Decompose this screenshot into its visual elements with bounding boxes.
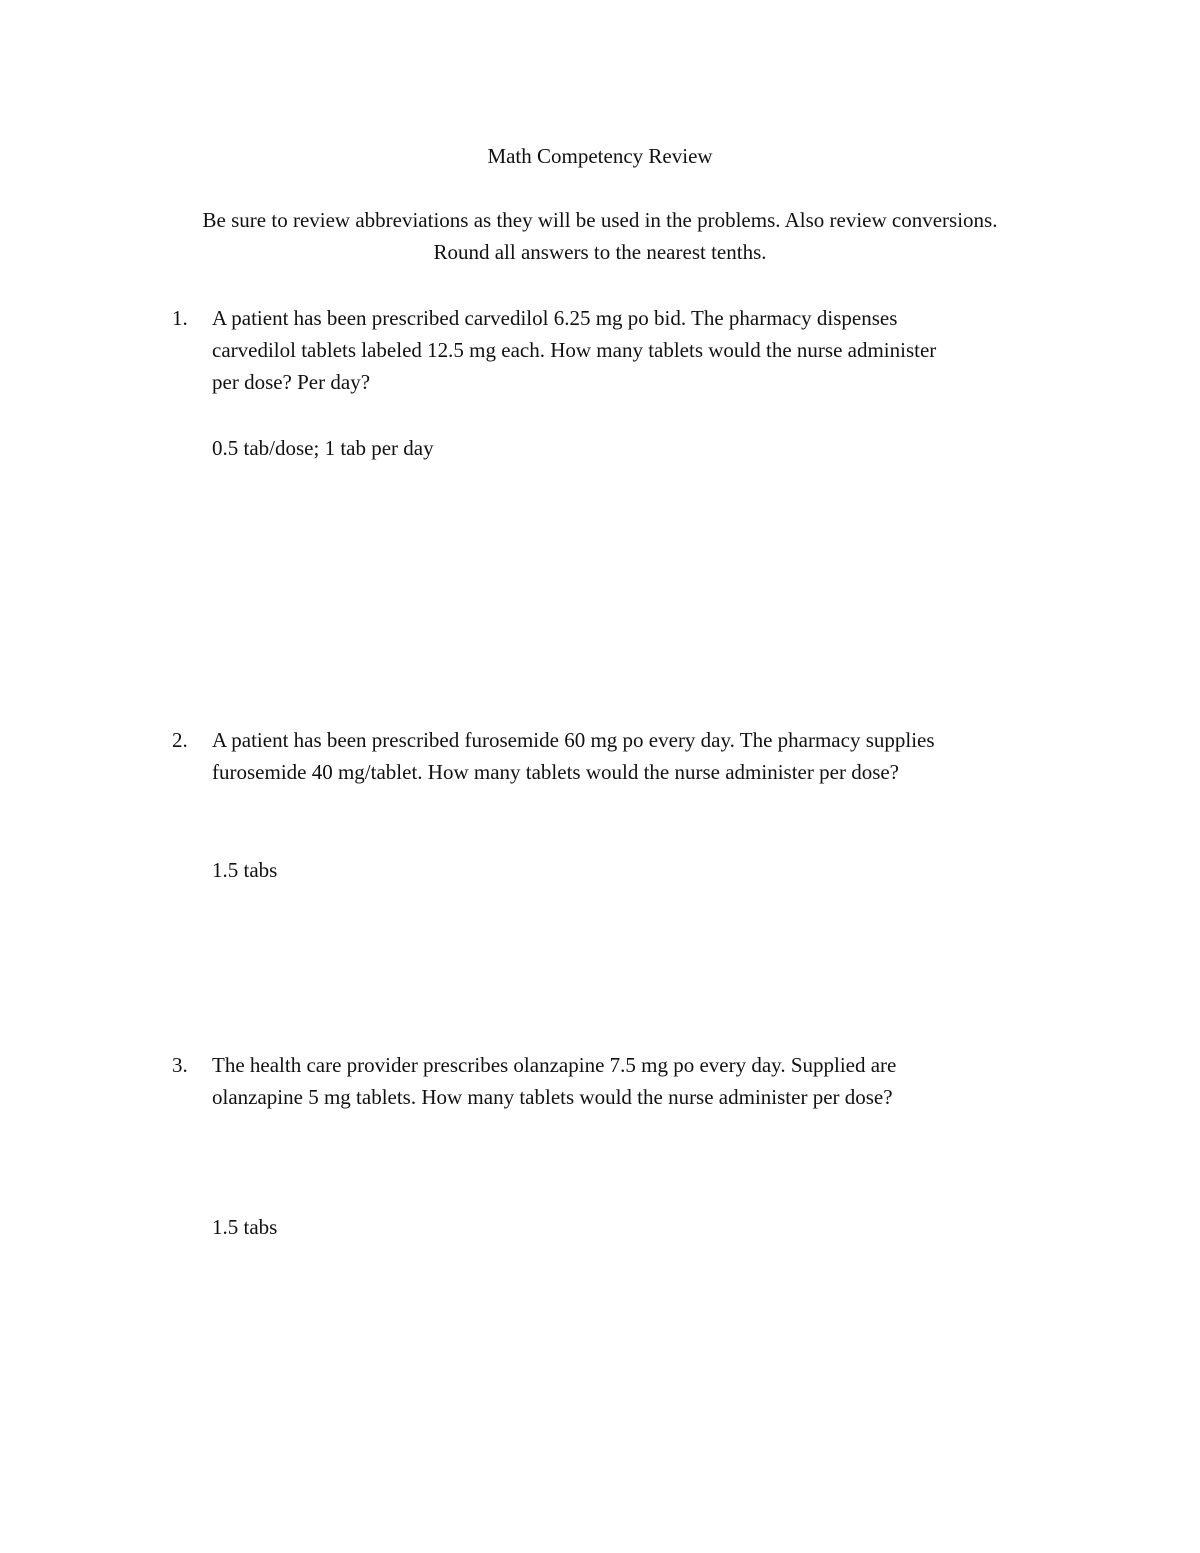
question-line: A patient has been prescribed furosemide 60 mg po every day. The pharmacy supplies [212, 728, 935, 752]
question-number: 3. [172, 1053, 188, 1077]
question-text [212, 302, 1052, 398]
question-line: A patient has been prescribed carvedilol 6.25 mg po bid. The pharmacy dispenses [212, 306, 898, 330]
question-number: 2. [172, 728, 188, 752]
instructions [100, 204, 1100, 268]
question-line: The health care provider prescribes olanzapine 7.5 mg po every day. Supplied are [212, 1053, 897, 1077]
question-line: carvedilol tablets labeled 12.5 mg each. How many tablets would the nurse administer [212, 338, 937, 362]
answer-3: 1.5 tabs [212, 1215, 278, 1239]
answer-2: 1.5 tabs [212, 858, 278, 882]
page-title: Math Competency Review [487, 144, 713, 168]
question-number: 1. [172, 306, 188, 330]
question-line: furosemide 40 mg/tablet. How many tablets would the nurse administer per dose? [212, 760, 900, 784]
question-text [212, 724, 1052, 788]
instructions-line: Round all answers to the nearest tenths. [433, 240, 767, 264]
question-line: per dose? Per day? [212, 370, 371, 394]
answer-1: 0.5 tab/dose; 1 tab per day [212, 436, 434, 460]
question-line: olanzapine 5 mg tablets. How many tablets would the nurse administer per dose? [212, 1085, 893, 1109]
question-text [212, 1049, 1052, 1113]
instructions-line: Be sure to review abbreviations as they will be used in the problems. Also review conversions. [202, 208, 998, 232]
